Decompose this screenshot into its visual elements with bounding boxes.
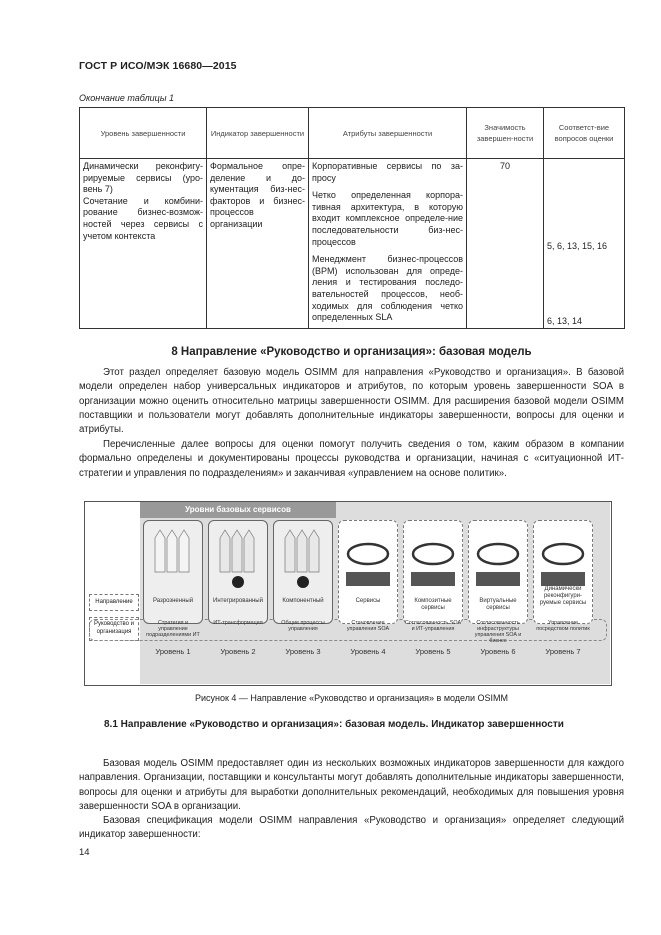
level-label: Уровень 5 (415, 647, 451, 656)
attribute-item: Менеджмент бизнес-процессов (BPM) использован для опреде-ления и тестирования последо-вательностей процессов, необ-ходимых для соблюдения четко определенных SLA (312, 254, 463, 323)
level-name: Композитные сервисы (414, 598, 452, 611)
table-header-cell: Уровень завершенности (80, 108, 207, 159)
level-description: Согласованность SOA и ИТ-управления (404, 620, 462, 632)
section-paragraph: Перечисленные далее вопросы для оценки помогут получить сведения о том, каким образом в компании формально определены и документированы процессы руководства и организации, начиная с «ситуационной ИТ-стратегии и управления по подразделениям» и заканчивая «управлением на основе политик». (79, 439, 624, 479)
row-label-direction: Направление (89, 594, 139, 611)
maturity-table (79, 107, 625, 329)
level-description: Согласованность инфраструктуры управления SOA и бизнес (474, 620, 522, 644)
table-cell-attributes (309, 159, 467, 329)
subsection-paragraph: Базовая модель OSIMM предоставляет один из нескольких возможных индикаторов завершенности для каждого направления. Организации, поставщики и консультанты могут добавлять дополнительные индикаторы завершенности, вопросы для оценки и атрибуты для выработки дополнительных рекомендаций, необходимых для повышения уровня завершенности SOA в организации. (79, 758, 624, 812)
table-header-cell: Соответст-вие вопросов оценки (544, 108, 625, 159)
level-label: Уровень 2 (220, 647, 256, 656)
level-description: Становление управления SOA (346, 620, 390, 632)
level-name: Сервисы (355, 598, 381, 604)
level-name: Компонентный (282, 598, 324, 604)
level-icon (155, 530, 189, 572)
level-description: ИТ-трансформация (213, 620, 263, 626)
page-number: 14 (79, 847, 90, 858)
level-description: Общие процессы управления (281, 620, 325, 632)
level-description: Стратегия и управление подразделениями ИТ (146, 620, 200, 638)
attribute-item: Корпоративные сервисы по за-просу (312, 161, 463, 183)
level-name: Разрозненный (152, 598, 194, 604)
level-label: Уровень 4 (350, 647, 386, 656)
question-refs: 5, 6, 13, 15, 16 (547, 241, 608, 251)
document-header: ГОСТ Р ИСО/МЭК 16680—2015 (79, 60, 237, 72)
table-header-cell: Атрибуты завершенности (309, 108, 467, 159)
table-cell-indicator: Формальное опре-деление и до-кументация биз-нес-факторов и бизнес-процессов организации (207, 159, 309, 329)
question-refs: 6, 13, 14 (547, 316, 583, 326)
table-header-cell: Значимость завершен-ности (467, 108, 544, 159)
osimm-figure (84, 501, 612, 686)
subsection-title: 8.1 Направление «Руководство и организация»: базовая модель. Индикатор завершенности (104, 719, 564, 730)
row-label-governance: Руководство и организация (89, 617, 139, 641)
level-description: Управление посредством политик (536, 620, 590, 632)
figure-caption: Рисунок 4 — Направление «Руководство и организация» в модели OSIMM (194, 693, 509, 703)
level-name: Динамически реконфигури-руемые сервисы (539, 586, 587, 606)
table-cell-level: Динамически реконфигу-рируемые сервисы (уро-вень 7) Сочетание и комбини-рование бизнес-возмож-ностей через сервисы с учетом контекста (80, 159, 207, 329)
section-paragraph: Этот раздел определяет базовую модель OSIMM для направления «Руководство и организация». В базовой модели определен набор универсальных индикаторов и атрибутов, по которым уровень завершенности SOA в организации можно оценить относительно матрицы завершенности OSIMM. Для расширения базовой модели OSIMM поставщики и пользователи могут добавлять дополнительные индикаторы завершенности, вопросы для оценки и атрибуты. (79, 367, 624, 436)
level-icon (220, 530, 254, 588)
level-icon (476, 544, 520, 586)
section-title: 8 Направление «Руководство и организация»: базовая модель (171, 346, 532, 358)
level-name: Интегрированный (213, 598, 263, 604)
figure-banner: Уровни базовых сервисов (140, 502, 336, 518)
level-label: Уровень 1 (155, 647, 191, 656)
table-header-cell: Индикатор завершенности (207, 108, 309, 159)
attribute-item: Четко определенная корпора-тивная архитектура, в которую входит комплексное определе-ние последовательности биз-нес-процессов (312, 190, 463, 247)
level-icon (346, 544, 390, 586)
level-icons (85, 502, 611, 685)
level-label: Уровень 6 (480, 647, 516, 656)
level-icon (285, 530, 319, 588)
level-label: Уровень 7 (545, 647, 581, 656)
table-cell-questions (544, 159, 625, 329)
level-name: Виртуальные сервисы (479, 598, 517, 611)
level-icon (411, 544, 455, 586)
subsection-paragraph: Базовая спецификация модели OSIMM направления «Руководство и организация» определяет следующий индикатор завершенности: (79, 815, 624, 841)
level-icon (541, 544, 585, 586)
table-cell-significance: 70 (467, 159, 544, 329)
level-label: Уровень 3 (285, 647, 321, 656)
table-continuation-caption: Окончание таблицы 1 (79, 93, 174, 103)
